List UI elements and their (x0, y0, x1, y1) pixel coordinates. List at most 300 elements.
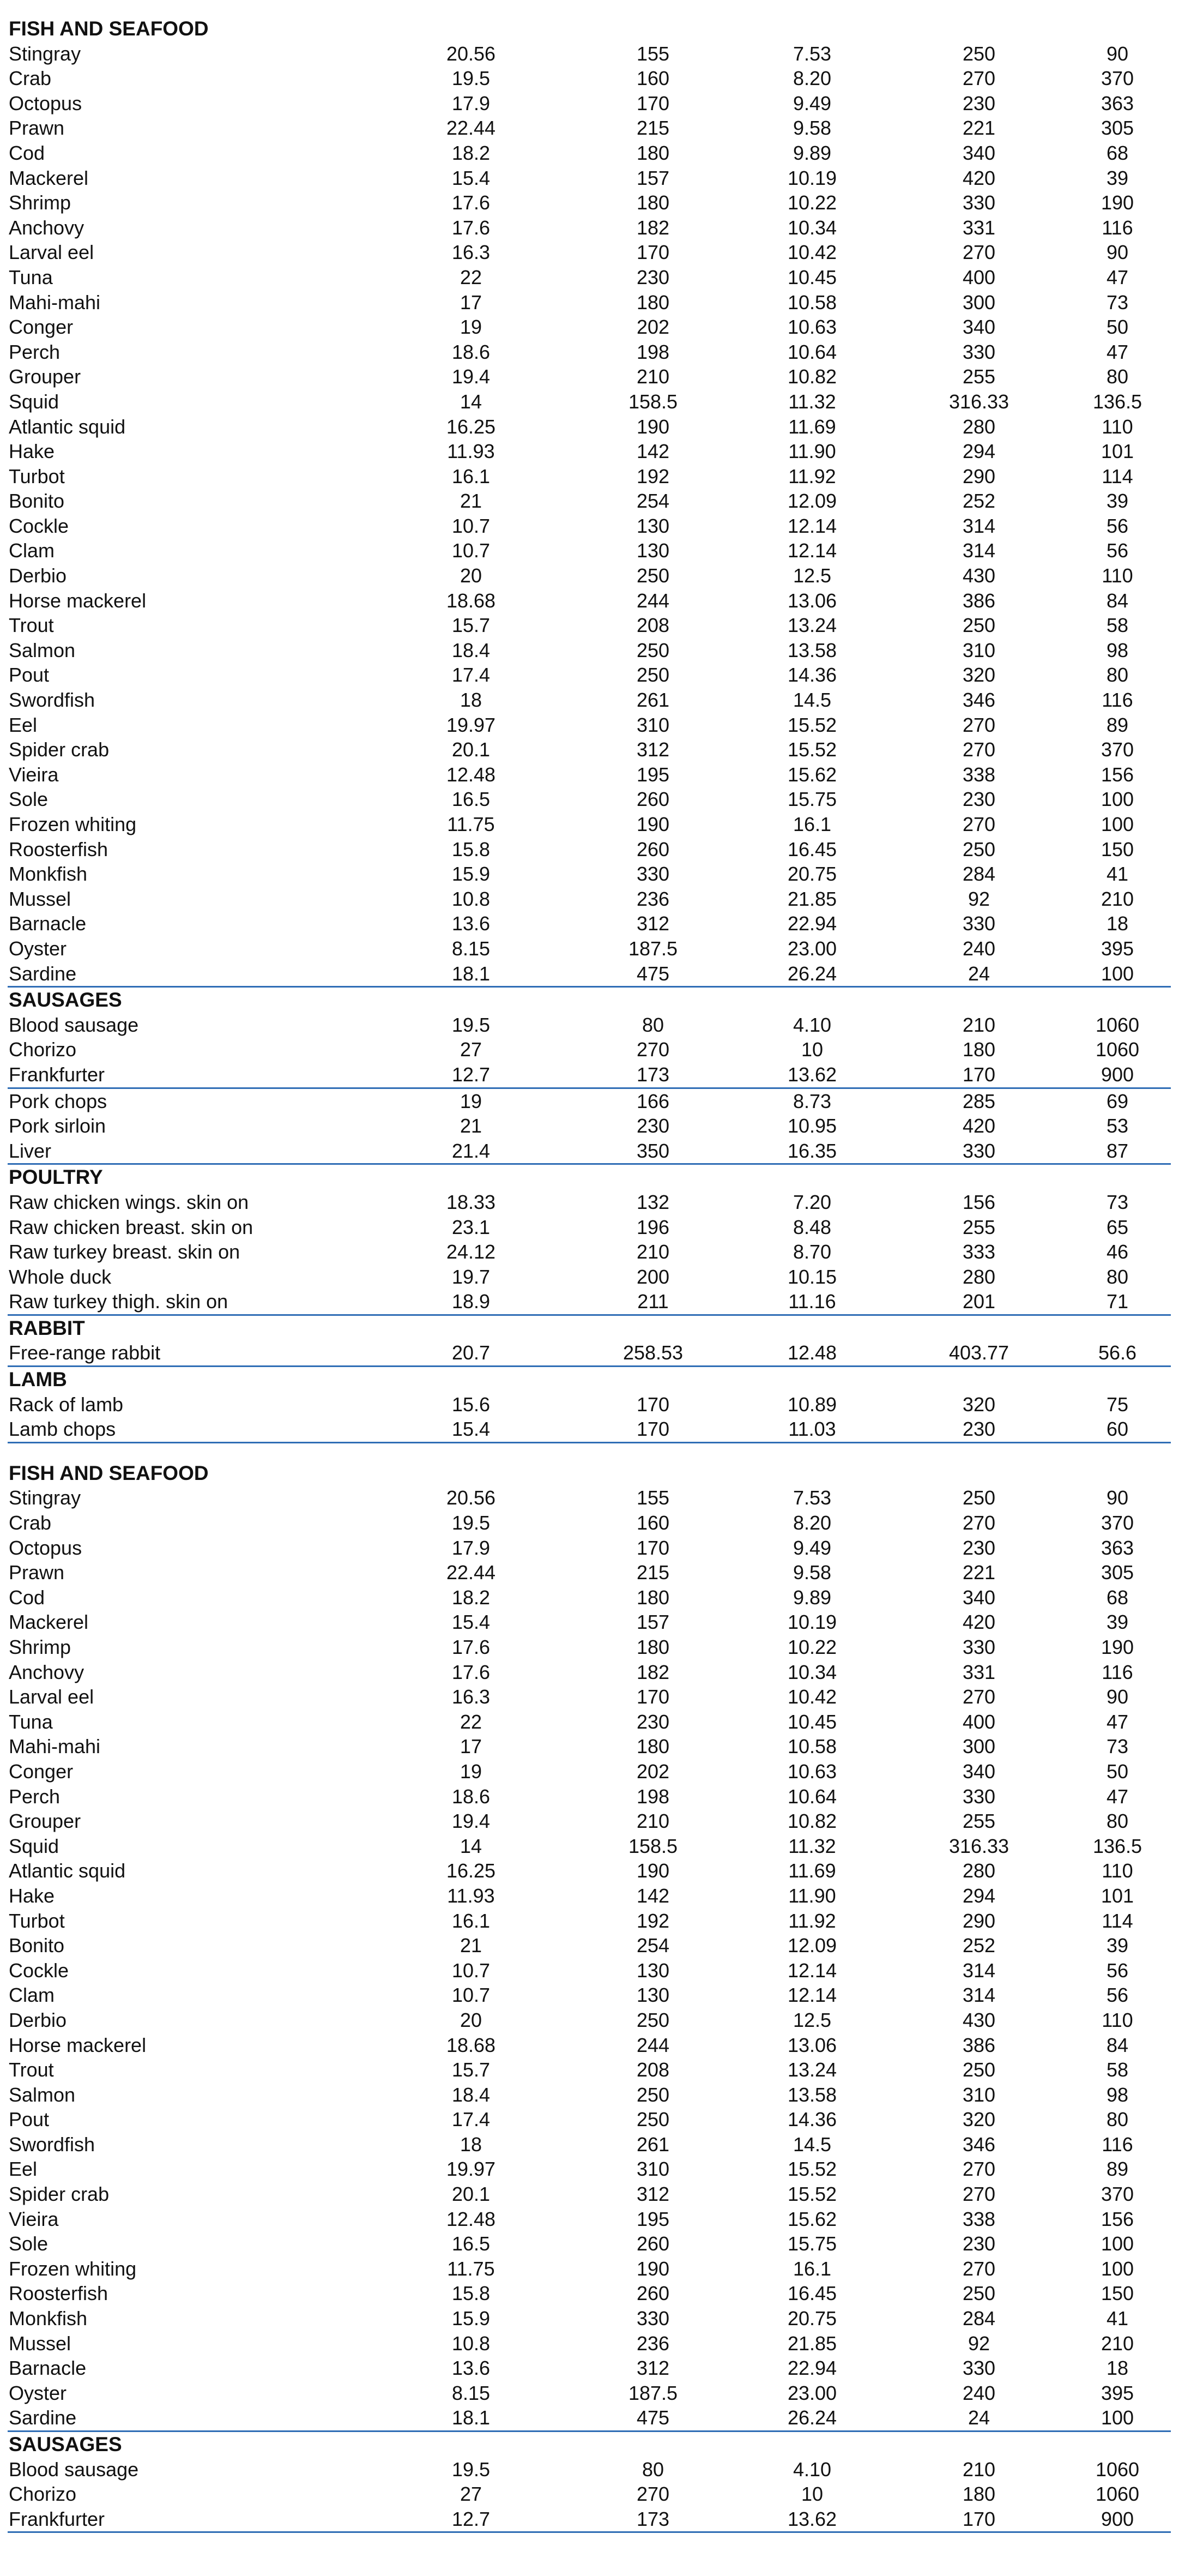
mineral-value: 230 (962, 92, 996, 115)
mineral-value: 170 (962, 2507, 996, 2530)
ratio-value: 13.58 (787, 2083, 837, 2106)
kcal-value: 215 (636, 1561, 670, 1584)
mineral-value: 255 (962, 1215, 996, 1238)
sodium-value: 18 (1106, 2357, 1129, 2380)
ratio-value: 9.89 (793, 141, 832, 164)
food-name: Eel (9, 2158, 38, 2181)
sodium-value: 900 (1101, 2507, 1134, 2530)
ratio-value: 15.75 (787, 788, 837, 811)
ratio-value: 10.89 (787, 1393, 837, 1416)
table-row (0, 837, 1185, 862)
sodium-value: 87 (1106, 1139, 1129, 1162)
kcal-value: 142 (636, 440, 670, 463)
sodium-value: 370 (1101, 67, 1134, 90)
food-name: Pork sirloin (9, 1115, 106, 1137)
mineral-value: 240 (962, 2381, 996, 2404)
protein-value: 15.8 (451, 838, 491, 860)
food-name: Eel (9, 713, 38, 736)
sodium-value: 116 (1102, 1660, 1133, 1683)
sodium-value: 110 (1102, 564, 1133, 587)
kcal-value: 330 (636, 2307, 670, 2330)
ratio-value: 10.15 (787, 1265, 837, 1288)
mineral-value: 330 (962, 1785, 996, 1808)
protein-value: 17.6 (451, 216, 491, 239)
kcal-value: 173 (636, 1063, 670, 1086)
kcal-value: 260 (636, 838, 670, 860)
kcal-value: 190 (636, 2257, 670, 2280)
protein-value: 17.4 (451, 2108, 491, 2131)
kcal-value: 236 (636, 887, 670, 910)
protein-value: 12.7 (451, 1063, 491, 1086)
ratio-value: 8.20 (793, 67, 832, 90)
food-name: Grouper (9, 365, 81, 388)
kcal-value: 196 (636, 1215, 670, 1238)
food-name: Hake (9, 1884, 55, 1907)
table-row (0, 464, 1185, 489)
sodium-value: 100 (1101, 2257, 1134, 2280)
mineral-value: 230 (962, 1536, 996, 1559)
kcal-value: 173 (636, 2507, 670, 2530)
food-name: Bonito (9, 1934, 65, 1957)
food-name: Larval eel (9, 1686, 94, 1708)
table-row (0, 588, 1185, 613)
mineral-value: 330 (962, 912, 996, 935)
ratio-value: 10.82 (787, 1810, 837, 1833)
ratio-value: 11.90 (788, 440, 836, 463)
protein-value: 12.7 (451, 2507, 491, 2530)
ratio-value: 16.1 (793, 2257, 832, 2280)
mineral-value: 340 (962, 1586, 996, 1609)
ratio-value: 23.00 (787, 937, 837, 960)
mineral-value: 430 (962, 564, 996, 587)
food-name: Horse mackerel (9, 2033, 147, 2056)
table-row (0, 1190, 1185, 1215)
kcal-value: 198 (636, 1785, 670, 1808)
table-row (0, 1958, 1185, 1983)
kcal-value: 158.5 (628, 1834, 678, 1857)
mineral-value: 255 (962, 1810, 996, 1833)
mineral-value: 330 (962, 1139, 996, 1162)
section-title: RABBIT (9, 1316, 85, 1339)
table-row (0, 1660, 1185, 1685)
protein-value: 20.56 (446, 42, 496, 65)
protein-value: 24.12 (446, 1241, 496, 1263)
ratio-value: 11.69 (788, 415, 836, 438)
table-row (0, 1933, 1185, 1958)
ratio-value: 10.58 (787, 291, 837, 314)
protein-value: 16.5 (451, 2232, 491, 2255)
ratio-value: 11.16 (788, 1290, 836, 1313)
kcal-value: 182 (636, 1660, 670, 1683)
mineral-value: 156 (962, 1190, 996, 1213)
mineral-value: 386 (962, 589, 996, 612)
sodium-value: 56 (1106, 539, 1129, 562)
kcal-value: 158.5 (628, 390, 678, 413)
mineral-value: 221 (962, 117, 996, 140)
sodium-value: 90 (1106, 42, 1129, 65)
ratio-value: 11.32 (788, 390, 836, 413)
sodium-value: 89 (1106, 2158, 1129, 2181)
sodium-value: 114 (1102, 1909, 1133, 1932)
table-row (0, 2107, 1185, 2132)
table-row (0, 812, 1185, 837)
ratio-value: 10.22 (787, 191, 837, 214)
table-row (0, 2507, 1185, 2532)
protein-value: 10.7 (451, 1984, 491, 2007)
table-row (0, 364, 1185, 389)
protein-value: 18.2 (451, 1586, 491, 1609)
mineral-value: 400 (962, 266, 996, 288)
sodium-value: 100 (1101, 788, 1134, 811)
mineral-value: 252 (962, 490, 996, 513)
mineral-value: 285 (962, 1090, 996, 1112)
protein-value: 21 (460, 490, 482, 513)
mineral-value: 314 (962, 514, 996, 537)
food-name: Octopus (9, 92, 82, 115)
sodium-value: 395 (1101, 937, 1134, 960)
food-name: Cod (9, 141, 45, 164)
kcal-value: 312 (636, 912, 670, 935)
food-name: Monkfish (9, 2307, 88, 2330)
protein-value: 19.5 (451, 1512, 491, 1534)
food-name: Perch (9, 1785, 61, 1808)
table-row (0, 1784, 1185, 1809)
sodium-value: 58 (1106, 2059, 1129, 2081)
table-row (0, 2182, 1185, 2207)
ratio-value: 15.52 (787, 713, 837, 736)
table-row (0, 911, 1185, 936)
mineral-value: 201 (962, 1290, 996, 1313)
kcal-value: 190 (636, 415, 670, 438)
food-name: Mahi-mahi (9, 1735, 101, 1758)
sodium-value: 39 (1106, 490, 1129, 513)
mineral-value: 403.77 (948, 1341, 1009, 1364)
sodium-value: 58 (1106, 614, 1129, 637)
ratio-value: 7.53 (793, 42, 832, 65)
mineral-value: 280 (962, 1859, 996, 1882)
mineral-value: 310 (962, 2083, 996, 2106)
food-name: Trout (9, 2059, 54, 2081)
protein-value: 11.75 (447, 813, 495, 835)
sodium-value: 363 (1101, 92, 1134, 115)
mineral-value: 250 (962, 614, 996, 637)
food-name: Conger (9, 316, 74, 339)
food-name: Free-range rabbit (9, 1341, 161, 1364)
section-title: POULTRY (9, 1166, 103, 1189)
table-row (0, 91, 1185, 116)
sodium-value: 46 (1106, 1241, 1129, 1263)
table-row (0, 2482, 1185, 2507)
kcal-value: 160 (636, 67, 670, 90)
kcal-value: 236 (636, 2332, 670, 2355)
protein-value: 10.7 (451, 539, 491, 562)
food-name: Perch (9, 340, 61, 363)
ratio-value: 15.75 (787, 2232, 837, 2255)
food-name: Raw turkey breast. skin on (9, 1241, 240, 1263)
sodium-value: 71 (1106, 1290, 1129, 1313)
section-title: FISH AND SEAFOOD (9, 17, 209, 40)
protein-value: 17.4 (451, 664, 491, 687)
table-row (0, 2356, 1185, 2381)
protein-value: 19.5 (451, 2458, 491, 2481)
kcal-value: 157 (636, 166, 670, 189)
protein-value: 13.6 (451, 912, 491, 935)
mineral-value: 270 (962, 2158, 996, 2181)
table-row (0, 2057, 1185, 2083)
ratio-value: 10.45 (787, 1710, 837, 1733)
mineral-value: 338 (962, 763, 996, 786)
table-row (0, 215, 1185, 240)
protein-value: 20 (460, 2008, 482, 2031)
kcal-value: 254 (636, 490, 670, 513)
ratio-value: 12.09 (787, 1934, 837, 1957)
kcal-value: 250 (636, 664, 670, 687)
mineral-value: 250 (962, 2282, 996, 2305)
ratio-value: 21.85 (787, 887, 837, 910)
mineral-value: 180 (962, 2483, 996, 2506)
table-row (0, 290, 1185, 315)
sodium-value: 56.6 (1098, 1341, 1137, 1364)
food-name: Frozen whiting (9, 813, 137, 835)
ratio-value: 10.34 (787, 216, 837, 239)
table-row (0, 1883, 1185, 1909)
food-name: Frozen whiting (9, 2257, 137, 2280)
kcal-value: 155 (636, 1486, 670, 1509)
protein-value: 19.97 (446, 713, 496, 736)
table-row (0, 713, 1185, 738)
sodium-value: 1060 (1095, 2483, 1140, 2506)
protein-value: 13.6 (451, 2357, 491, 2380)
protein-value: 19.7 (451, 1265, 491, 1288)
table-row (0, 1983, 1185, 2008)
table-row (0, 737, 1185, 762)
kcal-value: 180 (636, 1586, 670, 1609)
ratio-value: 13.06 (787, 2033, 837, 2056)
protein-value: 10.7 (451, 1959, 491, 1982)
kcal-value: 215 (636, 117, 670, 140)
section-sausages2 (0, 2432, 1185, 2533)
section-fish1 (0, 16, 1185, 988)
ratio-value: 13.58 (787, 639, 837, 661)
mineral-value: 300 (962, 1735, 996, 1758)
ratio-value: 12.5 (793, 564, 832, 587)
ratio-value: 15.52 (787, 738, 837, 761)
protein-value: 19 (460, 1760, 482, 1783)
ratio-value: 10.42 (787, 1686, 837, 1708)
ratio-value: 15.62 (787, 2207, 837, 2230)
sodium-value: 1060 (1095, 1038, 1140, 1061)
food-name: Spider crab (9, 738, 110, 761)
mineral-value: 400 (962, 1710, 996, 1733)
sodium-value: 90 (1106, 1486, 1129, 1509)
food-name: Roosterfish (9, 838, 108, 860)
protein-value: 17.6 (451, 1636, 491, 1658)
food-name: Blood sausage (9, 2458, 139, 2481)
section-title: LAMB (9, 1368, 67, 1391)
sodium-value: 900 (1101, 1063, 1134, 1086)
protein-value: 21.4 (451, 1139, 491, 1162)
food-name: Conger (9, 1760, 74, 1783)
table-row (0, 1536, 1185, 1561)
sodium-value: 210 (1101, 887, 1134, 910)
mineral-value: 314 (962, 539, 996, 562)
protein-value: 16.25 (446, 415, 496, 438)
kcal-value: 170 (636, 1686, 670, 1708)
ratio-value: 26.24 (787, 962, 837, 985)
kcal-value: 230 (636, 266, 670, 288)
ratio-value: 13.06 (787, 589, 837, 612)
mineral-value: 316.33 (948, 390, 1009, 413)
sodium-value: 150 (1101, 838, 1134, 860)
sodium-value: 50 (1106, 1760, 1129, 1783)
protein-value: 16.25 (446, 1859, 496, 1882)
table-row (0, 389, 1185, 414)
mineral-value: 331 (962, 1660, 996, 1683)
protein-value: 15.4 (451, 166, 491, 189)
mineral-value: 340 (962, 1760, 996, 1783)
food-name: Tuna (9, 266, 53, 288)
food-name: Barnacle (9, 912, 87, 935)
mineral-value: 314 (962, 1959, 996, 1982)
food-name: Crab (9, 67, 52, 90)
food-name: Oyster (9, 937, 67, 960)
table-row (0, 1734, 1185, 1759)
food-name: Whole duck (9, 1265, 112, 1288)
food-name: Salmon (9, 2083, 76, 2106)
food-name: Tuna (9, 1710, 53, 1733)
ratio-value: 7.53 (793, 1486, 832, 1509)
ratio-value: 20.75 (787, 863, 837, 886)
food-name: Anchovy (9, 1660, 84, 1683)
sodium-value: 110 (1102, 1859, 1133, 1882)
table-row (0, 514, 1185, 539)
mineral-value: 270 (962, 241, 996, 264)
sodium-value: 80 (1106, 1265, 1129, 1288)
table-row (0, 538, 1185, 563)
mineral-value: 92 (968, 2332, 990, 2355)
protein-value: 18 (460, 2133, 482, 2156)
mineral-value: 420 (962, 1115, 996, 1137)
kcal-value: 170 (636, 1393, 670, 1416)
food-name: Vieira (9, 2207, 59, 2230)
sodium-value: 116 (1102, 689, 1133, 712)
kcal-value: 192 (636, 465, 670, 487)
protein-value: 15.9 (451, 2307, 491, 2330)
kcal-value: 195 (636, 2207, 670, 2230)
kcal-value: 250 (636, 2108, 670, 2131)
section-lamb (0, 1367, 1185, 1443)
sodium-value: 100 (1101, 2232, 1134, 2255)
table-row (0, 1834, 1185, 1859)
table-row (0, 2256, 1185, 2282)
food-name: Mussel (9, 2332, 71, 2355)
protein-value: 16.1 (451, 1909, 491, 1932)
kcal-value: 198 (636, 340, 670, 363)
sodium-value: 370 (1101, 1512, 1134, 1534)
food-name: Stingray (9, 1486, 81, 1509)
ratio-value: 10.42 (787, 241, 837, 264)
kcal-value: 80 (642, 2458, 664, 2481)
kcal-value: 170 (636, 241, 670, 264)
food-name: Liver (9, 1139, 52, 1162)
mineral-value: 255 (962, 365, 996, 388)
food-name: Mahi-mahi (9, 291, 101, 314)
ratio-value: 10 (801, 1038, 824, 1061)
food-name: Mackerel (9, 166, 89, 189)
food-name: Stingray (9, 42, 81, 65)
table-row (0, 1560, 1185, 1585)
food-name: Raw turkey thigh. skin on (9, 1290, 228, 1313)
sodium-value: 47 (1106, 266, 1129, 288)
kcal-value: 475 (636, 962, 670, 985)
ratio-value: 22.94 (787, 912, 837, 935)
protein-value: 20.1 (451, 2183, 491, 2206)
table-row (0, 1909, 1185, 1934)
mineral-value: 270 (962, 1686, 996, 1708)
sodium-value: 190 (1101, 1636, 1134, 1658)
protein-value: 20.7 (451, 1341, 491, 1364)
sodium-value: 116 (1102, 216, 1133, 239)
sodium-value: 116 (1102, 2133, 1133, 2156)
protein-value: 21 (460, 1115, 482, 1137)
sodium-value: 68 (1106, 141, 1129, 164)
food-name: Octopus (9, 1536, 82, 1559)
table-row (0, 663, 1185, 688)
kcal-value: 260 (636, 2282, 670, 2305)
protein-value: 17 (460, 291, 482, 314)
food-name: Grouper (9, 1810, 81, 1833)
kcal-value: 261 (636, 689, 670, 712)
mineral-value: 333 (962, 1241, 996, 1263)
ratio-value: 12.14 (787, 539, 837, 562)
mineral-value: 240 (962, 937, 996, 960)
table-row (0, 2381, 1185, 2406)
mineral-value: 420 (962, 1611, 996, 1634)
mineral-value: 270 (962, 2183, 996, 2206)
table-row (0, 1062, 1185, 1087)
food-name: Sole (9, 788, 49, 811)
mineral-value: 284 (962, 2307, 996, 2330)
mineral-value: 330 (962, 1636, 996, 1658)
table-row (0, 1809, 1185, 1834)
ratio-value: 11.03 (788, 1418, 836, 1441)
sodium-value: 136.5 (1092, 1834, 1142, 1857)
food-name: Crab (9, 1512, 52, 1534)
mineral-value: 250 (962, 1486, 996, 1509)
sodium-value: 60 (1106, 1418, 1129, 1441)
table-row (0, 315, 1185, 340)
protein-value: 10.8 (451, 887, 491, 910)
ratio-value: 9.49 (793, 1536, 832, 1559)
sodium-value: 84 (1106, 2033, 1129, 2056)
sodium-value: 210 (1101, 2332, 1134, 2355)
protein-value: 10.8 (451, 2332, 491, 2355)
ratio-value: 8.20 (793, 1512, 832, 1534)
protein-value: 15.8 (451, 2282, 491, 2305)
ratio-value: 10.58 (787, 1735, 837, 1758)
protein-value: 18.6 (451, 1785, 491, 1808)
table-row (0, 1759, 1185, 1784)
sodium-value: 100 (1101, 2406, 1134, 2429)
kcal-value: 180 (636, 291, 670, 314)
sodium-value: 305 (1101, 117, 1134, 140)
food-name: Spider crab (9, 2183, 110, 2206)
mineral-value: 320 (962, 664, 996, 687)
protein-value: 11.75 (447, 2257, 495, 2280)
sodium-value: 73 (1106, 291, 1129, 314)
food-name: Frankfurter (9, 1063, 105, 1086)
table-row (0, 1392, 1185, 1417)
